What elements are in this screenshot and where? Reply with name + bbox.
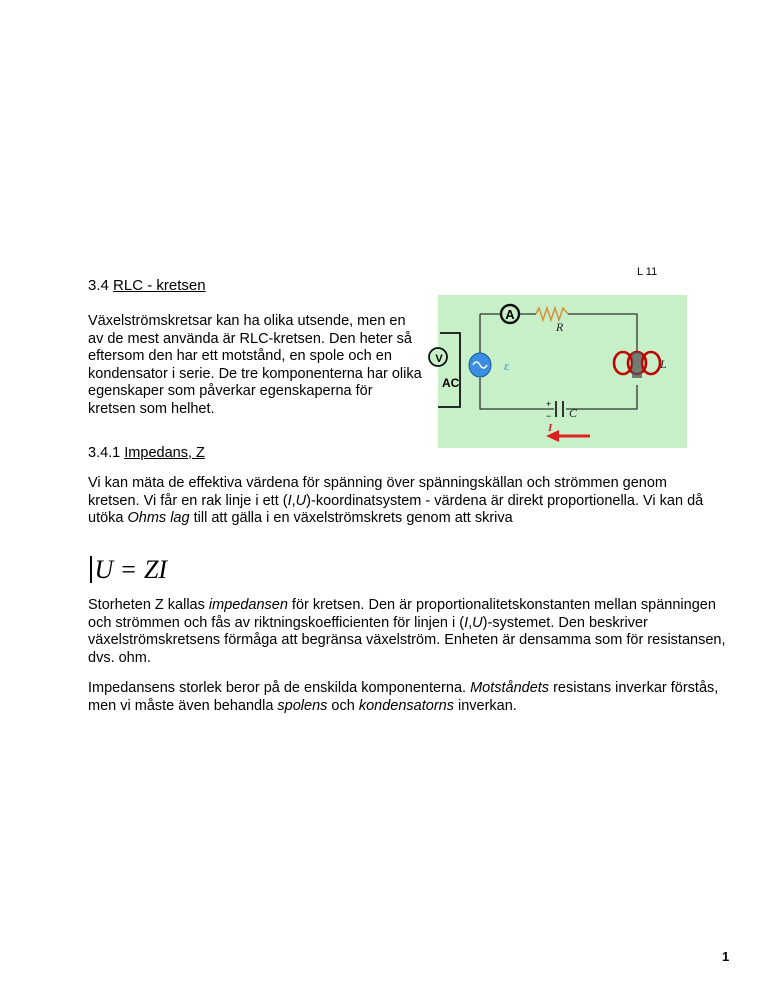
resistor-label: R xyxy=(556,320,564,334)
formula-lhs: U xyxy=(94,555,114,584)
text-run: resistans inverkar förstås, men vi måste även behandla xyxy=(88,680,719,714)
text-run: till att gälla i en växelströmskrets genom att skriva xyxy=(189,510,513,526)
voltmeter-label: V xyxy=(435,353,443,365)
svg-text:−: − xyxy=(546,411,552,421)
emf-label: ε xyxy=(504,358,510,373)
source-label: AC xyxy=(442,376,460,390)
text-run: )-koordinatsystem - värdena är direkt proportionella. Vi kan då utöka xyxy=(88,492,704,526)
inductor-label: L xyxy=(660,357,667,371)
var-u: U xyxy=(295,492,307,509)
formula-operator: = xyxy=(121,555,136,584)
capacitor-term: kondensatorns xyxy=(358,697,454,714)
resistor-term: Motståndets xyxy=(470,680,550,696)
capacitor-icon xyxy=(546,399,563,421)
text-run: , xyxy=(291,492,296,509)
intro-paragraph: Växelströmskretsar kan ha olika utsende, men en av de mest använda är RLC-kretsen. Den heter så eftersom den har ett motstånd, en spole och en kondensator i serie. De tre komponenterna har olika egenskaper som påverkar egenskaperna för kretsen som helhet. xyxy=(88,313,422,417)
voltmeter-wires xyxy=(438,333,460,407)
section-heading xyxy=(88,277,206,295)
text-run: , xyxy=(468,614,473,631)
resistor-icon xyxy=(536,308,568,320)
text-run: och xyxy=(327,697,359,714)
section-number: 3.4 xyxy=(88,277,109,294)
formula-bar xyxy=(90,556,92,583)
coil-term: spolens xyxy=(277,697,328,714)
circuit-diagram xyxy=(435,295,687,448)
subsection-title: Impedans, Z xyxy=(124,445,205,461)
subsection-number: 3.4.1 xyxy=(88,445,121,461)
var-i: I xyxy=(287,492,292,509)
ohms-law-term: Ohms lag xyxy=(127,510,190,526)
paragraph-measurement xyxy=(88,475,718,528)
formula-rhs: ZI xyxy=(143,555,168,584)
current-label: I xyxy=(548,422,553,434)
text-run: för kretsen. Den är proportionalitetskonstanten mellan spänningen och strömmen och fås av riktningskoefficienten för linjen i ( xyxy=(88,597,716,631)
text-run: inverkan. xyxy=(453,697,517,714)
paragraph-impedance xyxy=(88,597,728,667)
section-title: RLC - kretsen xyxy=(113,277,206,294)
lesson-code: L 11 xyxy=(637,266,658,278)
rlc-circuit-figure xyxy=(435,295,687,448)
impedance-formula xyxy=(90,555,167,585)
var-u: U xyxy=(472,614,483,631)
inductor-icon xyxy=(614,352,660,378)
text-run: Vi kan mäta de effektiva värdena för spänning över spänningskällan och strömmen genom kretsen. Vi får en rak linje i ett ( xyxy=(88,475,668,509)
text-run: Impedansens storlek beror på de enskilda komponenterna. xyxy=(88,680,471,696)
capacitor-label: C xyxy=(569,406,578,420)
impedance-term: impedansen xyxy=(208,597,288,613)
subsection-heading xyxy=(88,445,205,463)
page-number: 1 xyxy=(722,949,730,964)
var-i: I xyxy=(464,614,469,631)
svg-text:+: + xyxy=(546,399,552,409)
paragraph-components xyxy=(88,680,728,715)
text-run: Storheten Z kallas xyxy=(88,597,209,613)
ammeter-label: A xyxy=(505,307,515,322)
text-run: )-systemet. Den beskriver växelströmskretsens förmåga att begränsa växelström. Enheten är densamma som för resistansen, dvs. ohm. xyxy=(88,614,726,666)
